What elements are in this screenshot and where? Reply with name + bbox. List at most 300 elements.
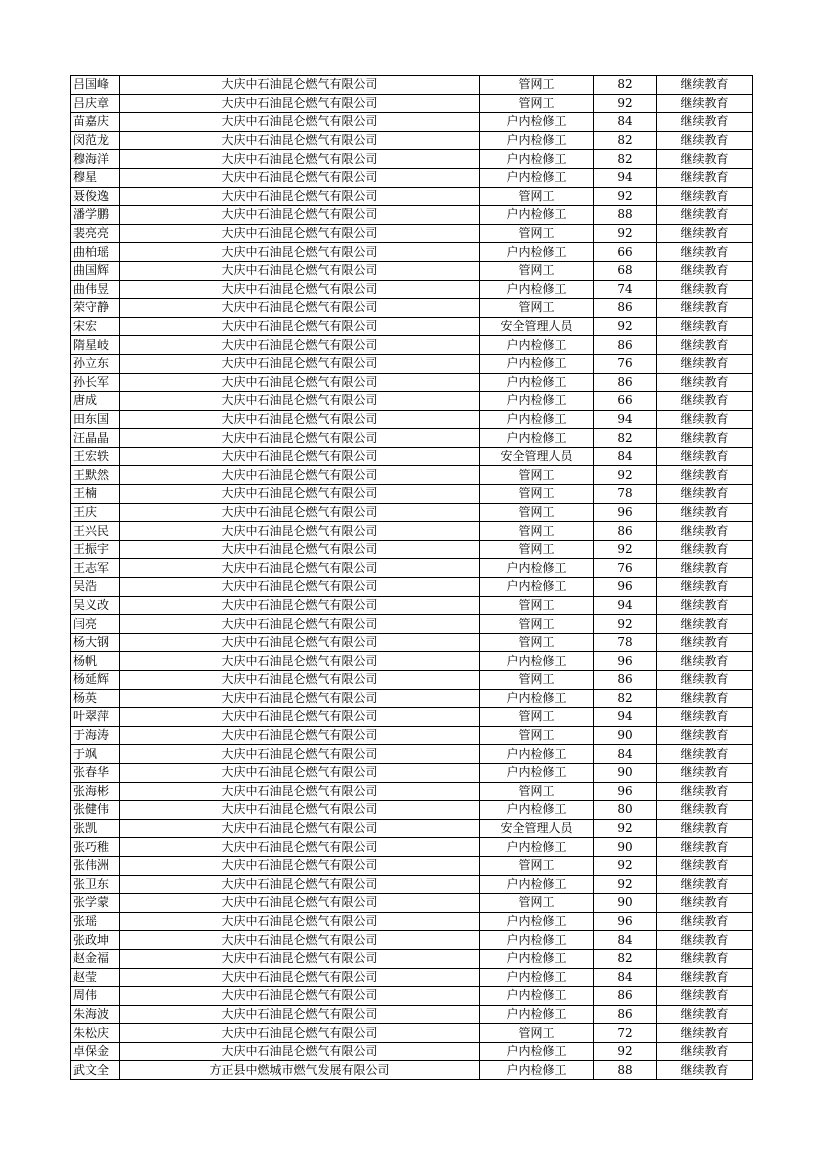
name-cell: 汪晶晶 <box>71 429 120 448</box>
name-cell: 王宏轶 <box>71 447 120 466</box>
table-row <box>71 168 753 187</box>
job-type-cell: 户内检修工 <box>480 838 594 857</box>
score-cell: 92 <box>594 317 657 336</box>
company-cell: 大庆中石油昆仑燃气有限公司 <box>120 150 480 169</box>
table-row <box>71 261 753 280</box>
table-row <box>71 894 753 913</box>
table-row <box>71 1042 753 1061</box>
score-cell: 96 <box>594 578 657 597</box>
table-row <box>71 1061 753 1080</box>
company-cell: 大庆中石油昆仑燃气有限公司 <box>120 113 480 132</box>
company-cell: 大庆中石油昆仑燃气有限公司 <box>120 782 480 801</box>
company-cell: 方正县中燃城市燃气发展有限公司 <box>120 1061 480 1080</box>
name-cell: 王庆 <box>71 503 120 522</box>
score-cell: 82 <box>594 429 657 448</box>
training-type-cell: 继续教育 <box>657 615 753 634</box>
training-type-cell: 继续教育 <box>657 931 753 950</box>
table-row <box>71 745 753 764</box>
name-cell: 穆星 <box>71 168 120 187</box>
training-type-cell: 继续教育 <box>657 689 753 708</box>
table-row <box>71 763 753 782</box>
training-type-cell: 继续教育 <box>657 224 753 243</box>
name-cell: 杨英 <box>71 689 120 708</box>
training-type-cell: 继续教育 <box>657 280 753 299</box>
training-type-cell: 继续教育 <box>657 856 753 875</box>
training-type-cell: 继续教育 <box>657 633 753 652</box>
training-type-cell: 继续教育 <box>657 317 753 336</box>
score-cell: 84 <box>594 745 657 764</box>
table-row <box>71 243 753 262</box>
job-type-cell: 户内检修工 <box>480 968 594 987</box>
training-type-cell: 继续教育 <box>657 968 753 987</box>
training-type-cell: 继续教育 <box>657 726 753 745</box>
table-row <box>71 856 753 875</box>
job-type-cell: 户内检修工 <box>480 801 594 820</box>
job-type-cell: 管网工 <box>480 503 594 522</box>
job-type-cell: 管网工 <box>480 76 594 95</box>
score-cell: 84 <box>594 931 657 950</box>
job-type-cell: 管网工 <box>480 1024 594 1043</box>
score-cell: 72 <box>594 1024 657 1043</box>
training-type-cell: 继续教育 <box>657 485 753 504</box>
job-type-cell: 户内检修工 <box>480 336 594 355</box>
company-cell: 大庆中石油昆仑燃气有限公司 <box>120 392 480 411</box>
name-cell: 吴浩 <box>71 578 120 597</box>
score-cell: 84 <box>594 447 657 466</box>
job-type-cell: 安全管理人员 <box>480 317 594 336</box>
score-cell: 90 <box>594 726 657 745</box>
training-type-cell: 继续教育 <box>657 745 753 764</box>
job-type-cell: 管网工 <box>480 782 594 801</box>
training-type-cell: 继续教育 <box>657 801 753 820</box>
company-cell: 大庆中石油昆仑燃气有限公司 <box>120 949 480 968</box>
table-row <box>71 726 753 745</box>
table-row <box>71 429 753 448</box>
job-type-cell: 管网工 <box>480 708 594 727</box>
table-row <box>71 485 753 504</box>
name-cell: 于海涛 <box>71 726 120 745</box>
score-cell: 86 <box>594 336 657 355</box>
score-cell: 90 <box>594 838 657 857</box>
name-cell: 赵莹 <box>71 968 120 987</box>
table-row <box>71 131 753 150</box>
score-cell: 92 <box>594 615 657 634</box>
score-cell: 92 <box>594 819 657 838</box>
table-row <box>71 782 753 801</box>
job-type-cell: 管网工 <box>480 615 594 634</box>
company-cell: 大庆中石油昆仑燃气有限公司 <box>120 931 480 950</box>
company-cell: 大庆中石油昆仑燃气有限公司 <box>120 1042 480 1061</box>
training-type-cell: 继续教育 <box>657 168 753 187</box>
name-cell: 张卫东 <box>71 875 120 894</box>
company-cell: 大庆中石油昆仑燃气有限公司 <box>120 838 480 857</box>
score-cell: 66 <box>594 243 657 262</box>
training-type-cell: 继续教育 <box>657 373 753 392</box>
table-row <box>71 559 753 578</box>
company-cell: 大庆中石油昆仑燃气有限公司 <box>120 671 480 690</box>
score-cell: 86 <box>594 671 657 690</box>
score-cell: 82 <box>594 949 657 968</box>
score-cell: 86 <box>594 299 657 318</box>
table-row <box>71 875 753 894</box>
training-type-cell: 继续教育 <box>657 838 753 857</box>
company-cell: 大庆中石油昆仑燃气有限公司 <box>120 540 480 559</box>
score-cell: 68 <box>594 261 657 280</box>
name-cell: 吕国峰 <box>71 76 120 95</box>
table-row <box>71 317 753 336</box>
table-row <box>71 503 753 522</box>
training-type-cell: 继续教育 <box>657 782 753 801</box>
roster-table-body <box>71 76 753 1080</box>
name-cell: 武文全 <box>71 1061 120 1080</box>
job-type-cell: 户内检修工 <box>480 987 594 1006</box>
company-cell: 大庆中石油昆仑燃气有限公司 <box>120 131 480 150</box>
score-cell: 82 <box>594 150 657 169</box>
company-cell: 大庆中石油昆仑燃气有限公司 <box>120 410 480 429</box>
company-cell: 大庆中石油昆仑燃气有限公司 <box>120 801 480 820</box>
name-cell: 唐成 <box>71 392 120 411</box>
company-cell: 大庆中石油昆仑燃气有限公司 <box>120 689 480 708</box>
table-row <box>71 1024 753 1043</box>
company-cell: 大庆中石油昆仑燃气有限公司 <box>120 1024 480 1043</box>
score-cell: 86 <box>594 987 657 1006</box>
table-row <box>71 94 753 113</box>
table-row <box>71 522 753 541</box>
training-type-cell: 继续教育 <box>657 299 753 318</box>
job-type-cell: 户内检修工 <box>480 410 594 429</box>
score-cell: 76 <box>594 354 657 373</box>
company-cell: 大庆中石油昆仑燃气有限公司 <box>120 299 480 318</box>
score-cell: 78 <box>594 485 657 504</box>
training-type-cell: 继续教育 <box>657 150 753 169</box>
job-type-cell: 安全管理人员 <box>480 447 594 466</box>
table-row <box>71 410 753 429</box>
score-cell: 92 <box>594 875 657 894</box>
score-cell: 82 <box>594 76 657 95</box>
training-type-cell: 继续教育 <box>657 392 753 411</box>
score-cell: 92 <box>594 1042 657 1061</box>
table-row <box>71 447 753 466</box>
job-type-cell: 管网工 <box>480 485 594 504</box>
company-cell: 大庆中石油昆仑燃气有限公司 <box>120 373 480 392</box>
job-type-cell: 管网工 <box>480 299 594 318</box>
job-type-cell: 户内检修工 <box>480 763 594 782</box>
training-type-cell: 继续教育 <box>657 206 753 225</box>
score-cell: 86 <box>594 522 657 541</box>
score-cell: 88 <box>594 1061 657 1080</box>
company-cell: 大庆中石油昆仑燃气有限公司 <box>120 875 480 894</box>
training-type-cell: 继续教育 <box>657 503 753 522</box>
name-cell: 叶翠萍 <box>71 708 120 727</box>
company-cell: 大庆中石油昆仑燃气有限公司 <box>120 168 480 187</box>
job-type-cell: 管网工 <box>480 856 594 875</box>
name-cell: 张瑶 <box>71 912 120 931</box>
table-row <box>71 652 753 671</box>
company-cell: 大庆中石油昆仑燃气有限公司 <box>120 987 480 1006</box>
job-type-cell: 户内检修工 <box>480 206 594 225</box>
score-cell: 76 <box>594 559 657 578</box>
table-row <box>71 206 753 225</box>
company-cell: 大庆中石油昆仑燃气有限公司 <box>120 261 480 280</box>
score-cell: 66 <box>594 392 657 411</box>
training-type-cell: 继续教育 <box>657 819 753 838</box>
score-cell: 80 <box>594 801 657 820</box>
company-cell: 大庆中石油昆仑燃气有限公司 <box>120 968 480 987</box>
score-cell: 92 <box>594 94 657 113</box>
training-type-cell: 继续教育 <box>657 187 753 206</box>
table-row <box>71 224 753 243</box>
company-cell: 大庆中石油昆仑燃气有限公司 <box>120 447 480 466</box>
table-row <box>71 299 753 318</box>
job-type-cell: 户内检修工 <box>480 150 594 169</box>
name-cell: 王兴民 <box>71 522 120 541</box>
score-cell: 96 <box>594 652 657 671</box>
job-type-cell: 管网工 <box>480 671 594 690</box>
table-row <box>71 838 753 857</box>
training-type-cell: 继续教育 <box>657 540 753 559</box>
company-cell: 大庆中石油昆仑燃气有限公司 <box>120 596 480 615</box>
training-type-cell: 继续教育 <box>657 243 753 262</box>
job-type-cell: 户内检修工 <box>480 131 594 150</box>
training-type-cell: 继续教育 <box>657 708 753 727</box>
score-cell: 92 <box>594 466 657 485</box>
job-type-cell: 管网工 <box>480 894 594 913</box>
training-type-cell: 继续教育 <box>657 596 753 615</box>
job-type-cell: 管网工 <box>480 596 594 615</box>
name-cell: 穆海洋 <box>71 150 120 169</box>
name-cell: 于飒 <box>71 745 120 764</box>
training-type-cell: 继续教育 <box>657 336 753 355</box>
table-row <box>71 689 753 708</box>
training-type-cell: 继续教育 <box>657 410 753 429</box>
score-cell: 82 <box>594 689 657 708</box>
name-cell: 曲伟昱 <box>71 280 120 299</box>
name-cell: 曲国辉 <box>71 261 120 280</box>
company-cell: 大庆中石油昆仑燃气有限公司 <box>120 819 480 838</box>
roster-table <box>70 75 753 1080</box>
job-type-cell: 户内检修工 <box>480 559 594 578</box>
job-type-cell: 户内检修工 <box>480 875 594 894</box>
score-cell: 86 <box>594 373 657 392</box>
job-type-cell: 户内检修工 <box>480 354 594 373</box>
company-cell: 大庆中石油昆仑燃气有限公司 <box>120 485 480 504</box>
table-row <box>71 596 753 615</box>
score-cell: 96 <box>594 503 657 522</box>
company-cell: 大庆中石油昆仑燃气有限公司 <box>120 280 480 299</box>
table-row <box>71 150 753 169</box>
table-row <box>71 466 753 485</box>
score-cell: 96 <box>594 912 657 931</box>
job-type-cell: 户内检修工 <box>480 931 594 950</box>
company-cell: 大庆中石油昆仑燃气有限公司 <box>120 336 480 355</box>
name-cell: 张凯 <box>71 819 120 838</box>
job-type-cell: 管网工 <box>480 261 594 280</box>
table-row <box>71 615 753 634</box>
table-row <box>71 578 753 597</box>
table-row <box>71 801 753 820</box>
company-cell: 大庆中石油昆仑燃气有限公司 <box>120 1005 480 1024</box>
training-type-cell: 继续教育 <box>657 875 753 894</box>
table-row <box>71 280 753 299</box>
name-cell: 张伟洲 <box>71 856 120 875</box>
table-row <box>71 392 753 411</box>
job-type-cell: 管网工 <box>480 224 594 243</box>
training-type-cell: 继续教育 <box>657 578 753 597</box>
score-cell: 92 <box>594 224 657 243</box>
table-row <box>71 76 753 95</box>
company-cell: 大庆中石油昆仑燃气有限公司 <box>120 503 480 522</box>
company-cell: 大庆中石油昆仑燃气有限公司 <box>120 652 480 671</box>
score-cell: 90 <box>594 763 657 782</box>
company-cell: 大庆中石油昆仑燃气有限公司 <box>120 763 480 782</box>
company-cell: 大庆中石油昆仑燃气有限公司 <box>120 466 480 485</box>
name-cell: 杨帆 <box>71 652 120 671</box>
name-cell: 杨延辉 <box>71 671 120 690</box>
training-type-cell: 继续教育 <box>657 522 753 541</box>
job-type-cell: 户内检修工 <box>480 652 594 671</box>
training-type-cell: 继续教育 <box>657 429 753 448</box>
company-cell: 大庆中石油昆仑燃气有限公司 <box>120 354 480 373</box>
company-cell: 大庆中石油昆仑燃气有限公司 <box>120 94 480 113</box>
table-row <box>71 113 753 132</box>
company-cell: 大庆中石油昆仑燃气有限公司 <box>120 429 480 448</box>
name-cell: 张海彬 <box>71 782 120 801</box>
score-cell: 88 <box>594 206 657 225</box>
name-cell: 卓保金 <box>71 1042 120 1061</box>
name-cell: 张春华 <box>71 763 120 782</box>
job-type-cell: 户内检修工 <box>480 949 594 968</box>
company-cell: 大庆中石油昆仑燃气有限公司 <box>120 559 480 578</box>
name-cell: 张学蒙 <box>71 894 120 913</box>
job-type-cell: 户内检修工 <box>480 168 594 187</box>
company-cell: 大庆中石油昆仑燃气有限公司 <box>120 633 480 652</box>
job-type-cell: 户内检修工 <box>480 243 594 262</box>
name-cell: 荣守静 <box>71 299 120 318</box>
table-row <box>71 540 753 559</box>
name-cell: 朱松庆 <box>71 1024 120 1043</box>
company-cell: 大庆中石油昆仑燃气有限公司 <box>120 726 480 745</box>
company-cell: 大庆中石油昆仑燃气有限公司 <box>120 76 480 95</box>
name-cell: 聂俊逸 <box>71 187 120 206</box>
name-cell: 王振宇 <box>71 540 120 559</box>
company-cell: 大庆中石油昆仑燃气有限公司 <box>120 206 480 225</box>
training-type-cell: 继续教育 <box>657 671 753 690</box>
table-row <box>71 373 753 392</box>
table-row <box>71 354 753 373</box>
job-type-cell: 管网工 <box>480 187 594 206</box>
training-type-cell: 继续教育 <box>657 1042 753 1061</box>
name-cell: 孙长军 <box>71 373 120 392</box>
name-cell: 张政坤 <box>71 931 120 950</box>
training-type-cell: 继续教育 <box>657 447 753 466</box>
training-type-cell: 继续教育 <box>657 261 753 280</box>
company-cell: 大庆中石油昆仑燃气有限公司 <box>120 856 480 875</box>
company-cell: 大庆中石油昆仑燃气有限公司 <box>120 615 480 634</box>
name-cell: 田东国 <box>71 410 120 429</box>
name-cell: 潘学鹏 <box>71 206 120 225</box>
name-cell: 闵范龙 <box>71 131 120 150</box>
training-type-cell: 继续教育 <box>657 763 753 782</box>
job-type-cell: 户内检修工 <box>480 578 594 597</box>
training-type-cell: 继续教育 <box>657 1005 753 1024</box>
name-cell: 吴义改 <box>71 596 120 615</box>
table-row <box>71 949 753 968</box>
name-cell: 周伟 <box>71 987 120 1006</box>
score-cell: 92 <box>594 540 657 559</box>
name-cell: 隋星岐 <box>71 336 120 355</box>
score-cell: 74 <box>594 280 657 299</box>
table-row <box>71 912 753 931</box>
company-cell: 大庆中石油昆仑燃气有限公司 <box>120 708 480 727</box>
job-type-cell: 户内检修工 <box>480 912 594 931</box>
table-row <box>71 336 753 355</box>
company-cell: 大庆中石油昆仑燃气有限公司 <box>120 522 480 541</box>
training-type-cell: 继续教育 <box>657 113 753 132</box>
job-type-cell: 户内检修工 <box>480 1061 594 1080</box>
name-cell: 张巧稚 <box>71 838 120 857</box>
training-type-cell: 继续教育 <box>657 94 753 113</box>
name-cell: 吕庆章 <box>71 94 120 113</box>
training-type-cell: 继续教育 <box>657 987 753 1006</box>
score-cell: 94 <box>594 168 657 187</box>
name-cell: 王默然 <box>71 466 120 485</box>
name-cell: 苗嘉庆 <box>71 113 120 132</box>
table-row <box>71 819 753 838</box>
training-type-cell: 继续教育 <box>657 354 753 373</box>
company-cell: 大庆中石油昆仑燃气有限公司 <box>120 745 480 764</box>
training-type-cell: 继续教育 <box>657 76 753 95</box>
score-cell: 92 <box>594 187 657 206</box>
name-cell: 赵金福 <box>71 949 120 968</box>
job-type-cell: 管网工 <box>480 466 594 485</box>
table-row <box>71 187 753 206</box>
job-type-cell: 管网工 <box>480 540 594 559</box>
name-cell: 宋宏 <box>71 317 120 336</box>
name-cell: 张健伟 <box>71 801 120 820</box>
training-type-cell: 继续教育 <box>657 466 753 485</box>
score-cell: 90 <box>594 894 657 913</box>
job-type-cell: 管网工 <box>480 94 594 113</box>
table-row <box>71 1005 753 1024</box>
training-type-cell: 继续教育 <box>657 1024 753 1043</box>
job-type-cell: 户内检修工 <box>480 1042 594 1061</box>
table-row <box>71 708 753 727</box>
training-type-cell: 继续教育 <box>657 1061 753 1080</box>
name-cell: 曲柏瑶 <box>71 243 120 262</box>
training-type-cell: 继续教育 <box>657 949 753 968</box>
training-type-cell: 继续教育 <box>657 912 753 931</box>
score-cell: 96 <box>594 782 657 801</box>
name-cell: 王志军 <box>71 559 120 578</box>
name-cell: 闫亮 <box>71 615 120 634</box>
job-type-cell: 户内检修工 <box>480 280 594 299</box>
job-type-cell: 户内检修工 <box>480 392 594 411</box>
company-cell: 大庆中石油昆仑燃气有限公司 <box>120 224 480 243</box>
score-cell: 92 <box>594 856 657 875</box>
company-cell: 大庆中石油昆仑燃气有限公司 <box>120 187 480 206</box>
table-row <box>71 633 753 652</box>
score-cell: 82 <box>594 131 657 150</box>
company-cell: 大庆中石油昆仑燃气有限公司 <box>120 894 480 913</box>
job-type-cell: 管网工 <box>480 633 594 652</box>
job-type-cell: 管网工 <box>480 726 594 745</box>
job-type-cell: 户内检修工 <box>480 1005 594 1024</box>
table-row <box>71 968 753 987</box>
name-cell: 孙立东 <box>71 354 120 373</box>
score-cell: 94 <box>594 410 657 429</box>
score-cell: 84 <box>594 113 657 132</box>
score-cell: 94 <box>594 596 657 615</box>
